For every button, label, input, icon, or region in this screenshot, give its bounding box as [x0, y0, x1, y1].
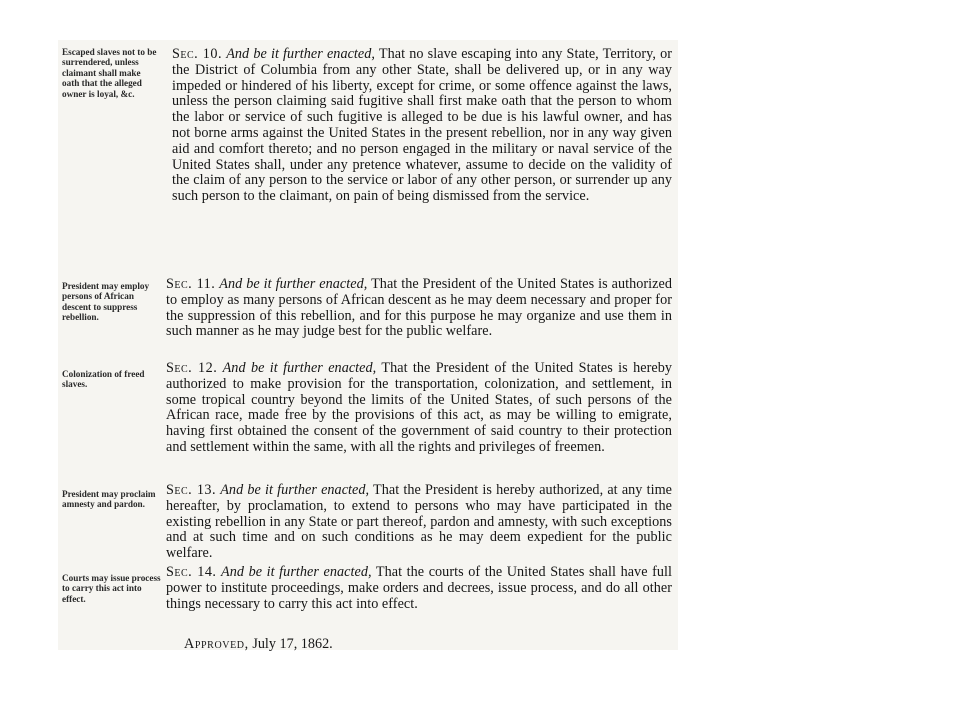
section-14-text: That the courts of the United States shall have full power to institute proceedings, make orders and decrees, issue process, and do all other things necessary to carry this act into effect.	[166, 564, 673, 612]
margin-note-sec-10: Escaped slaves not to be surrendered, unless claimant shall make oath that the alleged owner is loyal, &c.	[62, 47, 157, 99]
margin-note-sec-14: Courts may issue process to carry this act into effect.	[62, 573, 161, 604]
section-10-enacting-clause: And be it further enacted,	[226, 46, 376, 62]
section-14-label: Sec. 14.	[166, 564, 217, 580]
margin-note-sec-12: Colonization of freed slaves.	[62, 369, 145, 390]
section-10-text: That no slave escaping into any State, Territory, or the District of Columbia from any other State, shall be delivered up, or in any way impeded or hindered of his liberty, except for crime, or some offence against the laws, unless the person claiming said fugitive shall first make oath that the person to whom the labor or service of such fugitive is alleged to be due is his lawful owner, and has not borne arms against the United States in the present rebellion, nor in any way given aid and comfort thereto; and no person engaged in the military or naval service of the United States shall, under any pretence whatever, assume to decide on the validity of the claim of any person to the service or labor of any other person, or surrender up any such person to the claimant, on pain of being dismissed from the service.	[172, 46, 673, 205]
margin-note-sec-13: President may proclaim amnesty and pardon.	[62, 489, 156, 510]
section-12-text: That the President of the United States is hereby authorized to make provision for the transportation, colonization, and settlement, in some tropical country beyond the limits of the United States, of such persons of the African race, made free by the provisions of this act, as may be willing to emigrate, having first obtained the consent of the government of said country to their protection and settlement within the same, with all the rights and privileges of freemen.	[166, 360, 672, 455]
section-11-label: Sec. 11.	[166, 276, 216, 292]
section-12-body	[166, 361, 672, 456]
section-12-label: Sec. 12.	[166, 360, 218, 376]
section-12-enacting-clause: And be it further enacted,	[222, 360, 377, 376]
section-11-enacting-clause: And be it further enacted,	[219, 276, 368, 292]
section-11-text: That the President of the United States is authorized to employ as many persons of African descent as he may deem necessary and proper for the suppression of this rebellion, and for this purpose he may organize and use them in such manner as he may judge best for the public welfare.	[166, 276, 673, 340]
approved-label: Approved,	[184, 636, 249, 652]
section-14-enacting-clause: And be it further enacted,	[221, 564, 372, 580]
section-13-text: That the President is hereby authorized, at any time hereafter, by proclamation, to extend to persons who may have participated in the existing rebellion in any State or part thereof, pardon and amnesty, with such exceptions and at such time and on such conditions as he may deem expedient for the public welfare.	[166, 482, 673, 562]
section-10-body	[172, 47, 672, 205]
section-13-enacting-clause: And be it further enacted,	[220, 482, 370, 498]
section-14-body	[166, 565, 672, 612]
section-13-body	[166, 483, 672, 562]
approval-date: July 17, 1862.	[252, 636, 333, 652]
section-11-body	[166, 277, 672, 340]
section-10-label: Sec. 10.	[172, 46, 223, 62]
section-13-label: Sec. 13.	[166, 482, 217, 498]
approval-line	[184, 636, 333, 653]
margin-note-sec-11: President may employ persons of African descent to suppress rebellion.	[62, 281, 150, 323]
